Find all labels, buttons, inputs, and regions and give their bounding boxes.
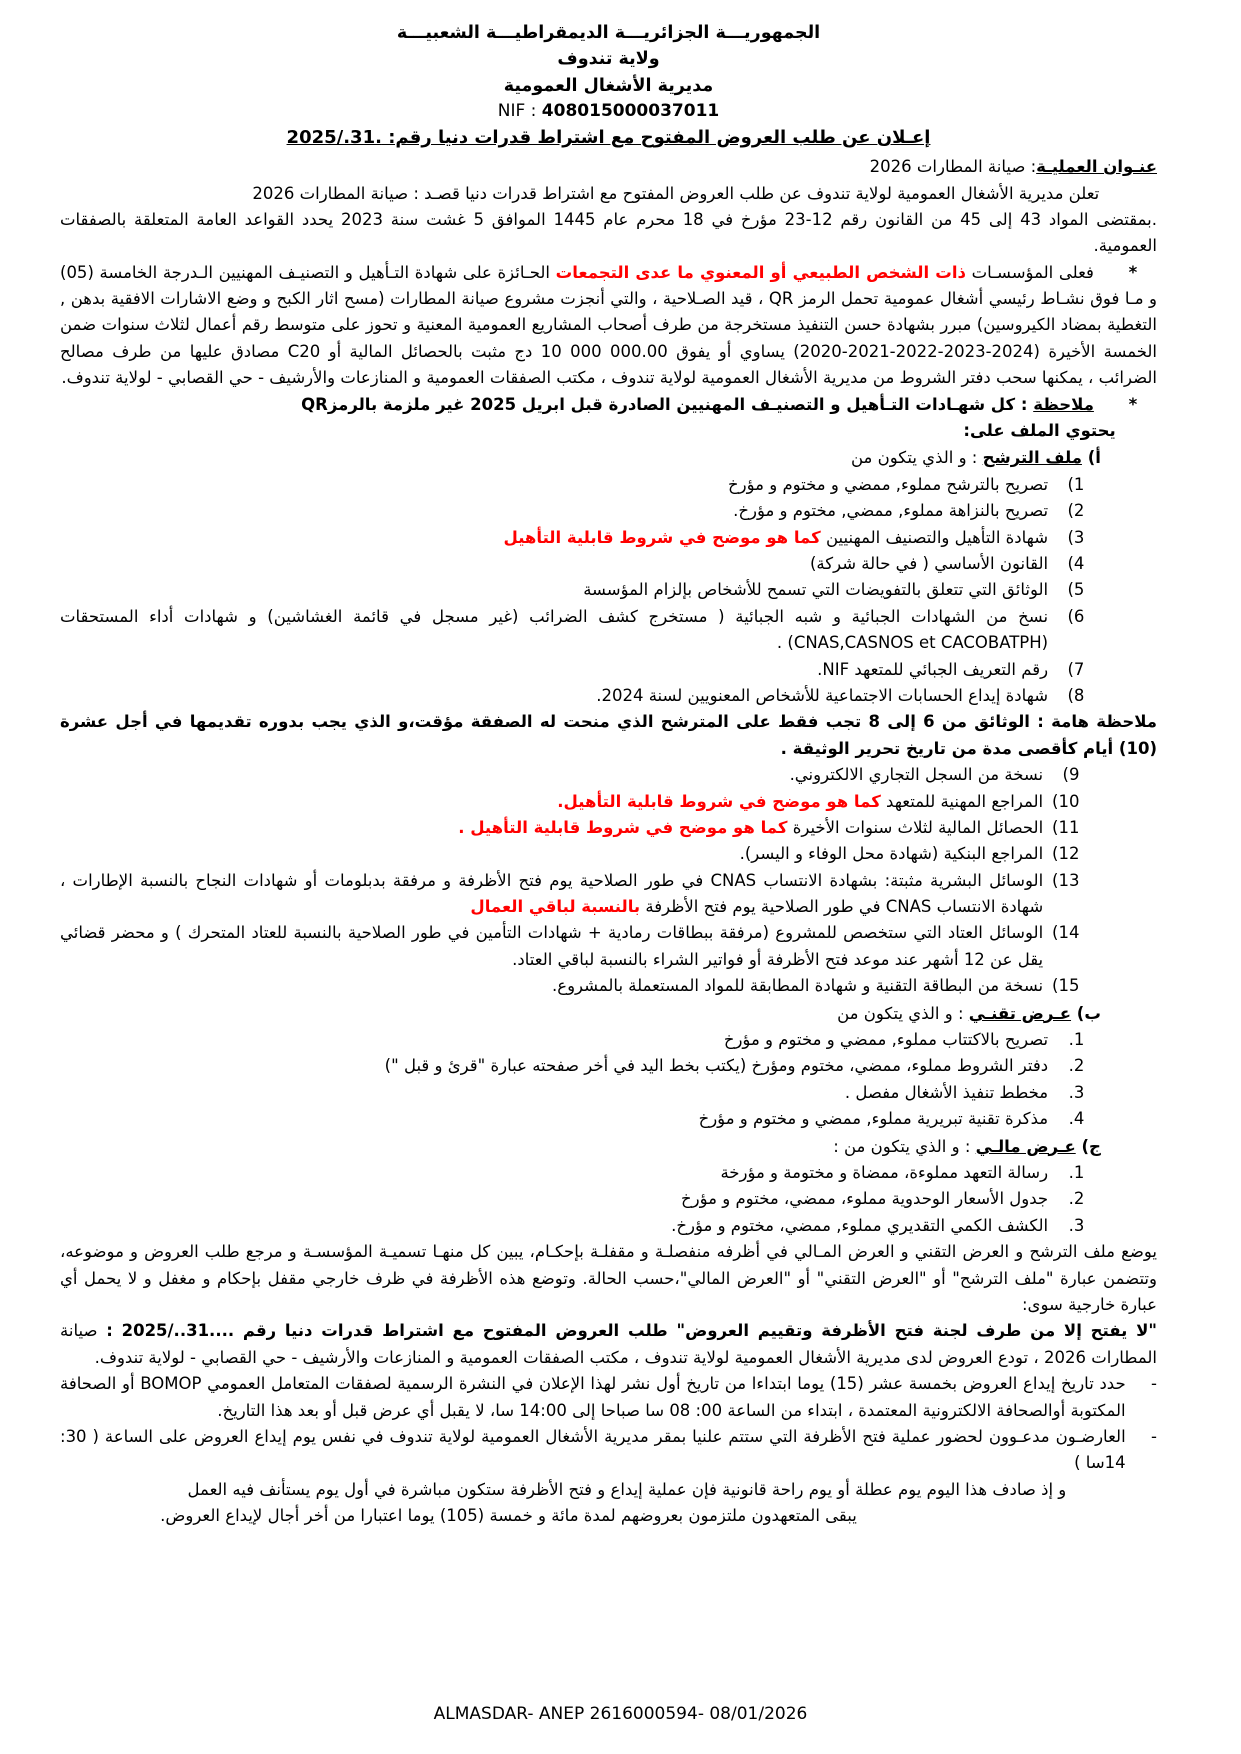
text-segment: الوثائق التي تتعلق بالتفويضات التي تسمح للأشخاص بإلزام المؤسسة (583, 580, 1049, 600)
list-item-marker: 4) (1067, 554, 1085, 573)
text-segment: القانون الأساسي ( في حالة شركة) (809, 554, 1049, 573)
text-segment: الحصائل المالية لثلاث سنوات الأخيرة (787, 817, 1044, 837)
list-item-marker: 1) (1067, 474, 1085, 494)
text-segment: : كل شهـادات التـأهيل و التصنيـف المهنيين الصادرة قبل ابريل 2025 غير ملزمة بالرمزQR (301, 394, 1034, 414)
list-item-text (60, 577, 1048, 603)
text-segment: ملاحظة (1033, 394, 1094, 414)
text-segment: كما هو موضح في شروط قابلية التأهيل. (557, 791, 881, 811)
list-item-marker: 6) (1067, 606, 1085, 626)
text-segment: 2025/.31. (286, 127, 382, 149)
list-item-text (60, 762, 1043, 788)
holiday-rule-line: و إذ صادف هذا اليوم يوم عطلة أو يوم راحة قانونية فإن عملية إيداع و فتح الأظرفة ستكون مباشرة في أول يوم يستأنف فيه العمل (187, 1479, 1067, 1499)
sealed-envelope-label-paragraph (60, 1318, 1157, 1371)
list-item (60, 1027, 1084, 1053)
text-segment: نسخ من الشهادات الجبائية و شبه الجبائية ( مستخرج كشف الضرائب (غير مسجل في قائمة الغشاشين) و شهادات أداء المستحقات (CNAS,CASNOS et CACOBATPH) . (60, 606, 1049, 653)
list-item-text (60, 525, 1048, 551)
list-item-text (60, 657, 1048, 683)
text-segment: نسخة من البطاقة التقنية و شهادة المطابقة للمواد المستعملة بالمشروع. (551, 976, 1044, 996)
text-segment: المراجع البنكية (شهادة محل الوفاء و اليسر). (739, 844, 1044, 864)
text-segment: : و الذي يتكون من (850, 448, 983, 468)
list-item-text (60, 1371, 1126, 1424)
list-item-marker: 1. (1068, 1162, 1085, 1182)
list-item (60, 815, 1079, 841)
list-item-marker: 5) (1067, 580, 1085, 600)
list-item (60, 920, 1079, 973)
list-item-marker: 14) (1052, 923, 1080, 943)
text-segment: ج) (1075, 1136, 1101, 1156)
text-segment: نسخة من السجل التجاري الالكتروني. (789, 765, 1044, 785)
important-note-paragraph (60, 709, 1157, 762)
text-segment: عنـوان العمليـة (1036, 157, 1157, 177)
list-item-marker: 15) (1052, 976, 1080, 996)
text-segment: تصريح بالنزاهة مملوء, ممضي, مختوم و مؤرخ. (733, 501, 1049, 521)
list-item-marker: 13) (1052, 870, 1080, 890)
list-item-text (60, 789, 1043, 815)
list-item (60, 1053, 1084, 1079)
text-segment: المراجع المهنية للمتعهد (880, 791, 1044, 811)
text-segment: رقم التعريف الجبائي للمتعهد NIF. (817, 659, 1049, 679)
list-item (60, 1160, 1084, 1186)
list-item (60, 683, 1084, 709)
asterisk-bullet: * (1128, 394, 1138, 414)
text-segment: ملف الترشح (982, 448, 1082, 468)
list-item-text (60, 604, 1048, 657)
text-segment: عـرض تقنـي (968, 1003, 1072, 1023)
list-item-text (60, 868, 1043, 921)
candidacy-file-list-continued (60, 762, 1157, 1000)
text-segment: تصريح بالترشح مملوء, ممضي و مختوم و مؤرخ (728, 474, 1049, 494)
list-item-marker: 9) (1062, 765, 1080, 785)
text-segment: الوسائل البشرية مثبتة: بشهادة الانتساب CNAS في طور الصلاحية يوم فتح الأظرفة و مرفقة بدبلومات أو شهادات النجاح بالنسبة الإطارات ، شهادة الانتساب CNAS في طور الصلاحية يوم فتح الأظرفة (60, 870, 1044, 917)
eligibility-text (60, 263, 1157, 388)
list-item-text (60, 472, 1048, 498)
text-segment: : صيانة المطارات 2026 (869, 157, 1037, 177)
text-segment: عـرض مالـي (975, 1136, 1076, 1156)
anep-footer: ALMASDAR- ANEP 2616000594- 08/01/2026 (433, 1703, 808, 1724)
file-contains-heading: يحتوي الملف على: (963, 421, 1116, 441)
list-item-text (60, 1027, 1048, 1053)
legal-basis-paragraph: .بمقتضى المواد 43 إلى 45 من القانون رقم ‎23-12‎ مؤرخ في 18 محرم عام 1445 الموافق 5 غشت سنة 2023 يحدد القواعد العامة المتعلقة بالصفقات العمومية. (60, 209, 1157, 256)
list-item (60, 472, 1084, 498)
eligibility-paragraph (60, 260, 1157, 392)
list-item (60, 973, 1079, 999)
text-segment: كما هو موضح في شروط قابلية التأهيل (503, 527, 821, 547)
list-item (60, 841, 1079, 867)
list-item-text (60, 815, 1043, 841)
list-item (60, 657, 1084, 683)
section-a-heading (60, 445, 1101, 471)
section-b-heading (60, 1001, 1101, 1027)
technical-offer-list (60, 1027, 1157, 1133)
qr-note-line (60, 392, 1157, 418)
list-item-marker: - (1151, 1374, 1157, 1394)
text-segment: شهادة إيداع الحسابات الاجتماعية للأشخاص المعنويين لسنة 2024. (596, 685, 1049, 705)
section-c-heading (60, 1134, 1101, 1160)
list-item-text (60, 1213, 1048, 1239)
list-item-text (60, 498, 1048, 524)
asterisk-bullet: * (1128, 262, 1138, 282)
list-item-text (60, 841, 1043, 867)
text-segment: : و الذي يتكون من : (833, 1136, 976, 1156)
list-item (60, 551, 1084, 577)
announcement-line: تعلن مديرية الأشغال العمومية لولاية تندوف عن طلب العروض المفتوح مع اشتراط قدرات دنيا قصـد : صيانة المطارات 2026 (252, 183, 1100, 203)
text-segment: بالنسبة لباقي العمال (470, 897, 641, 917)
list-item (60, 1106, 1084, 1132)
text-segment: 408015000037011 (541, 100, 720, 121)
republic-header-line: الجمهوريـــة الجزائريـــة الديمقراطيـــة الشعبيـــة (396, 23, 821, 43)
list-item-marker: 7) (1067, 659, 1085, 679)
text-segment: فعلى المؤسسـات (965, 262, 1094, 282)
list-item-marker: 8) (1067, 685, 1085, 705)
list-item (60, 1371, 1157, 1424)
list-item (60, 604, 1084, 657)
list-item (60, 868, 1079, 921)
offer-validity-line: يبقى المتعهدون ملتزمون بعروضهم لمدة مائة و خمسة (105) يوما اعتبارا من أخر أجال لإيداع العروض. (160, 1506, 857, 1526)
list-item (60, 789, 1079, 815)
qr-note-text (301, 395, 1094, 414)
text-segment: الوسائل العتاد التي ستخصص للمشروع (مرفقة ببطاقات رمادية + شهادات التأمين في طور الصلاحية بالنسبة للعتاد المتحرك ) و محضر قضائي يقل عن 12 أشهر عند موعد فتح الأظرفة أو فواتير الشراء بالنسبة لباقي العتاد. (60, 923, 1044, 969)
list-item-marker: 2) (1067, 501, 1085, 521)
text-segment: ملاحظة هامة : الوثائق من 6 إلى 8 تجب فقط على المترشح الذي منحت له الصفقة مؤقت،و الذي يجب بدوره تقديمها في أجل عشرة (10) أيام كأقصى مدة من تاريخ تحرير الوثيقة . (60, 712, 1157, 758)
tender-title (60, 124, 1157, 152)
text-segment: تصريح بالاكتتاب مملوء, ممضي و مختوم و مؤرخ (723, 1030, 1049, 1050)
text-segment: شهادة التأهيل والتصنيف المهنيين (820, 527, 1049, 547)
text-segment: جدول الأسعار الوحدوية مملوء، ممضي، مختوم و مؤرخ (681, 1189, 1049, 1209)
list-item-text (60, 1106, 1048, 1132)
list-item-marker: 11) (1052, 817, 1080, 837)
list-item (60, 1080, 1084, 1106)
list-item-marker: 12) (1052, 844, 1080, 864)
list-item-text (60, 551, 1048, 577)
list-item-text (60, 973, 1043, 999)
list-item (60, 525, 1084, 551)
text-segment: رسالة التعهد مملوءة، ممضاة و مختومة و مؤرخة (720, 1162, 1049, 1182)
text-segment: أ) (1081, 448, 1101, 468)
envelope-instructions-paragraph: يوضع ملف الترشح و العرض التقني و العرض المـالي في أظرفه منفصلـة و مقفلـة بإحكـام، يبين كل منهـا تسميـة المؤسسـة و مرجع طلب العروض و موضوعه، وتتضمن عبارة "ملف الترشح" أو "العرض التقني" أو "العرض المالي"،حسب الحالة. وتوضع هذه الأظرفة في ظرف خارجي مقفل بإحكام و مغفل و لا يحمل أي عبارة خارجية سوى: (60, 1242, 1157, 1314)
list-item-marker: 3. (1068, 1082, 1085, 1102)
candidacy-file-list (60, 472, 1157, 710)
deadline-list (60, 1371, 1157, 1477)
text-segment: حدد تاريخ إيداع العروض بخمسة عشر (15) يوما ابتداءا من تاريخ أول نشر لهذا الإعلان في النشرة الرسمية لصفقات المتعامل العمومي BOMOP أو الصحافة المكتوبة أوالصحافة الالكترونية المعتمدة ، ابتداء من الساعة 00: 08 سا صباحا إلى 14:00 سا، لا يقبل أي عرض قبل أو بعد هذا التاريخ. (60, 1374, 1126, 1420)
text-segment: مذكرة تقنية تبريرية مملوء, ممضي و مختوم و مؤرخ (698, 1109, 1049, 1129)
list-item-marker: - (1151, 1426, 1157, 1446)
list-item-text (60, 1424, 1126, 1477)
list-item-marker: 4. (1068, 1109, 1085, 1129)
text-segment: الكشف الكمي التقديري مملوء, ممضي، مختوم و مؤرخ. (671, 1215, 1049, 1235)
text-segment: الحـائزة على شهادة التـأهيل و التصنيـف المهنيين الـدرجة الخامسة (05) و مـا فوق نشـاط رئيسي أشغال عمومية تحمل الرمز QR ، قيد الصـلاحية ، والتي أنجزت مشروع صيانة المطارات (مسح اثار الكبح و وضع الاشارات الافقية بدهن , التغطية بمضاد الكيروسين) مبرر بشهادة حسن التنفيذ مستخرجة من طرف أصحاب المشاريع العمومية المعنية و تحوز على متوسط رقم أعمال لثلاث سنوات ضمن الخمسة الأخيرة (‎2020-2021-2022-2023-2024‎) يساوي أو يفوق 10 000 000.00 دج مثبت بالحصائل المالية أو C20 مصادق عليها من طرف مصالح الضرائب ، يمكنها سحب دفتر الشروط من مديرية الأشغال العمومية لولاية تندوف ، مكتب الصفقات العمومية و المنازعات والأرشيف - حي القصابي - لولاية تندوف. (60, 262, 1158, 388)
operation-title-line (60, 154, 1157, 180)
wilaya-line: ولاية تندوف (557, 49, 660, 70)
list-item-text (60, 1160, 1048, 1186)
list-item-text (60, 920, 1043, 973)
list-item-marker: 10) (1052, 791, 1080, 811)
list-item (60, 498, 1084, 524)
directorate-line: مديرية الأشغال العمومية (503, 75, 714, 96)
list-item-marker: 3. (1068, 1215, 1085, 1235)
list-item (60, 1424, 1157, 1477)
text-segment: ب) (1071, 1003, 1101, 1023)
text-segment: كما هو موضح في شروط قابلية التأهيل . (458, 817, 788, 837)
text-segment: "لا يفتح إلا من طرف لجنة فتح الأظرفة وتقييم العروض" طلب العروض المفتوح مع اشتراط قدرات دنيا رقم (234, 1321, 1157, 1341)
text-segment: : و الذي يتكون من (837, 1003, 969, 1023)
text-segment: إعـلان عن طلب العروض المفتوح مع اشتراط قدرات دنيا رقم: (381, 127, 931, 149)
list-item (60, 577, 1084, 603)
list-item-marker: 1. (1068, 1030, 1085, 1050)
list-item-text (60, 1080, 1048, 1106)
text-segment: NIF : (497, 100, 542, 121)
list-item-text (60, 1186, 1048, 1212)
text-segment: ذات الشخص الطبيعي أو المعنوي ما عدى التجمعات (555, 262, 966, 282)
nif-line (60, 99, 1157, 125)
list-item-marker: 2. (1068, 1189, 1085, 1209)
list-item-text (60, 1053, 1048, 1079)
list-item-marker: 3) (1067, 527, 1085, 547)
list-item (60, 762, 1079, 788)
financial-offer-list (60, 1160, 1157, 1239)
text-segment: صيانة المطارات 2026 ، تودع العروض لدى مديرية الأشغال العمومية لولاية تندوف ، مكتب الصفقات العمومية و المنازعات والأرشيف - حي القصابي - لولاية تندوف. (60, 1321, 1157, 1367)
text-segment: العارضـون مدعـوون لحضور عملية فتح الأظرفة التي ستتم علنيا بمقر مديرية الأشغال العمومية لولاية تندوف في نفس يوم إيداع العروض على الساعة ( 30: 14سا ) (60, 1426, 1126, 1473)
text-segment: : (97, 1321, 122, 1341)
list-item-marker: 2. (1068, 1056, 1085, 1076)
list-item (60, 1186, 1084, 1212)
list-item-text (60, 683, 1048, 709)
text-segment: دفتر الشروط مملوء، ممضي، مختوم ومؤرخ (يكتب بخط اليد في أخر صفحته عبارة "قرئ و قبل ") (384, 1056, 1049, 1076)
text-segment: 2025/..31.... (121, 1321, 235, 1341)
text-segment: مخطط تنفيذ الأشغال مفصل . (844, 1082, 1049, 1102)
list-item (60, 1213, 1084, 1239)
